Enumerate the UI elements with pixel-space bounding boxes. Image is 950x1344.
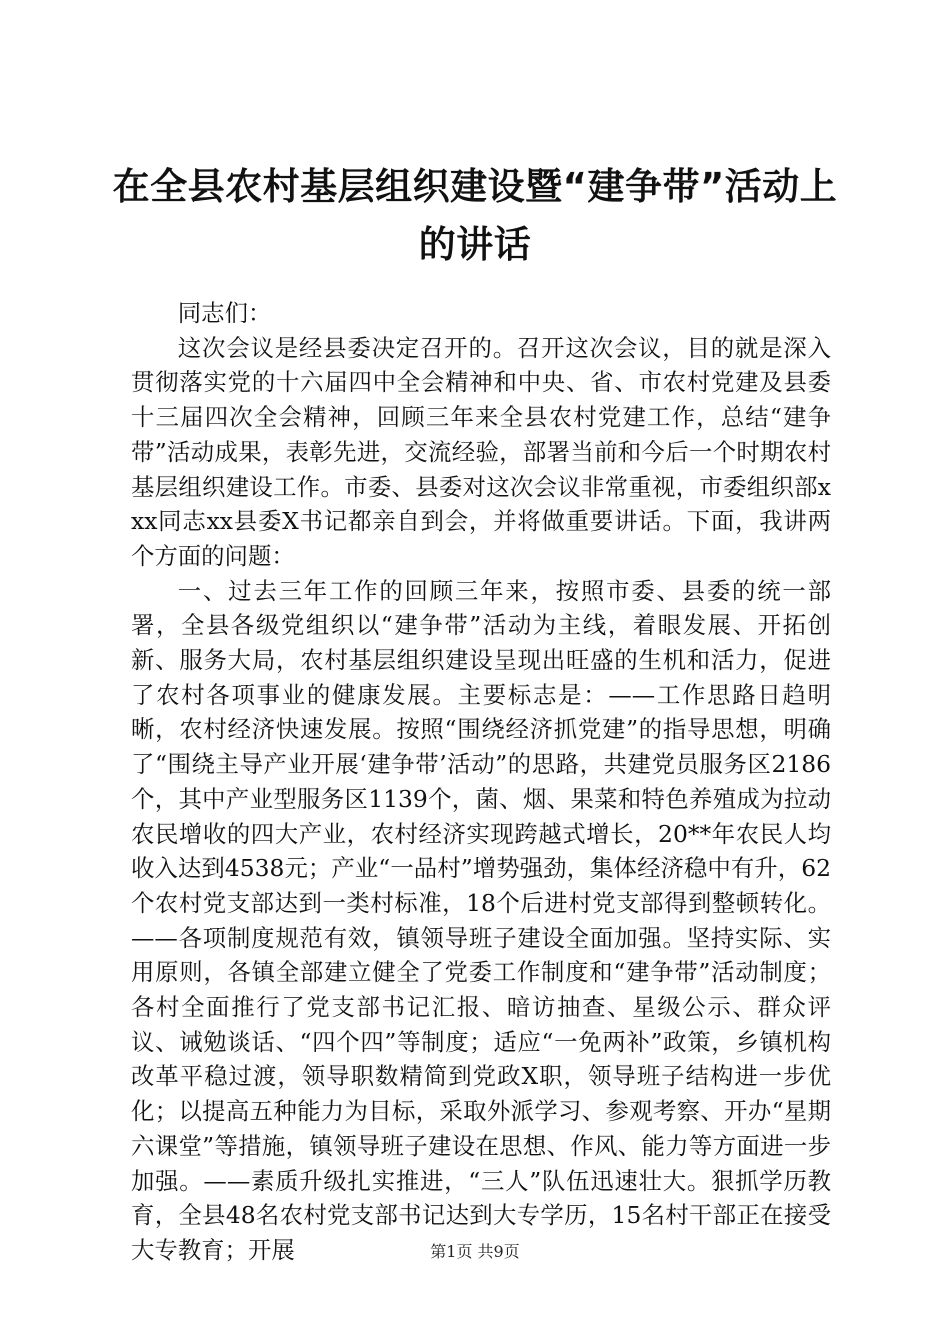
document-body <box>131 296 831 1268</box>
document-title: 在全县农村基层组织建设暨“建争带”活动上的讲话 <box>112 165 838 266</box>
salutation: 同志们： <box>177 299 272 327</box>
paragraph-intro: 这次会议是经县委决定召开的。召开这次会议，目的就是深入贯彻落实党的十六届四中全会精神和中央、省、市农村党建及县委十三届四次全会精神，回顾三年来全县农村党建工作，总结“建争带”活动成果，表彰先进，交流经验，部署当前和今后一个时期农村基层组织建设工作。市委、县委对这次会议非常重视，市委组织部xxx同志xx县委X书记都亲自到会，并将做重要讲话。下面，我讲两个方面的问题： <box>131 333 831 570</box>
paragraph-review: 一、过去三年工作的回顾三年来，按照市委、县委的统一部署，全县各级党组织以“建争带”活动为主线，着眼发展、开拓创新、服务大局，农村基层组织建设呈现出旺盛的生机和活力，促进了农村各项事业的健康发展。主要标志是：——工作思路日趋明晰，农村经济快速发展。按照“围绕经济抓党建”的指导思想，明确了“围绕主导产业开展‘建争带’活动”的思路，共建党员服务区2186个，其中产业型服务区1139个，菌、烟、果菜和特色养殖成为拉动农民增收的四大产业，农村经济实现跨越式增长，20**年农民人均收入达到4538元；产业“一品村”增势强劲，集体经济稳中有升，62个农村党支部达到一类村标准，18个后进村党支部得到整顿转化。——各项制度规范有效，镇领导班子建设全面加强。坚持实际、实用原则，各镇全部建立健全了党委工作制度和“建争带”活动制度；各村全面推行了党支部书记汇报、暗访抽查、星级公示、群众评议、诫勉谈话、“四个四”等制度；适应“一免两补”政策，乡镇机构改革平稳过渡，领导职数精简到党政X职，领导班子结构进一步优化；以提高五种能力为目标，采取外派学习、参观考察、开办“星期六课堂”等措施，镇领导班子建设在思想、作风、能力等方面进一步加强。——素质升级扎实推进，“三人”队伍迅速壮大。狠抓学历教育，全县48名农村党支部书记达到大专学历，15名村干部正在接受大专教育；开展 <box>131 576 831 1264</box>
page-number: 第1页 共9页 <box>430 1242 520 1261</box>
